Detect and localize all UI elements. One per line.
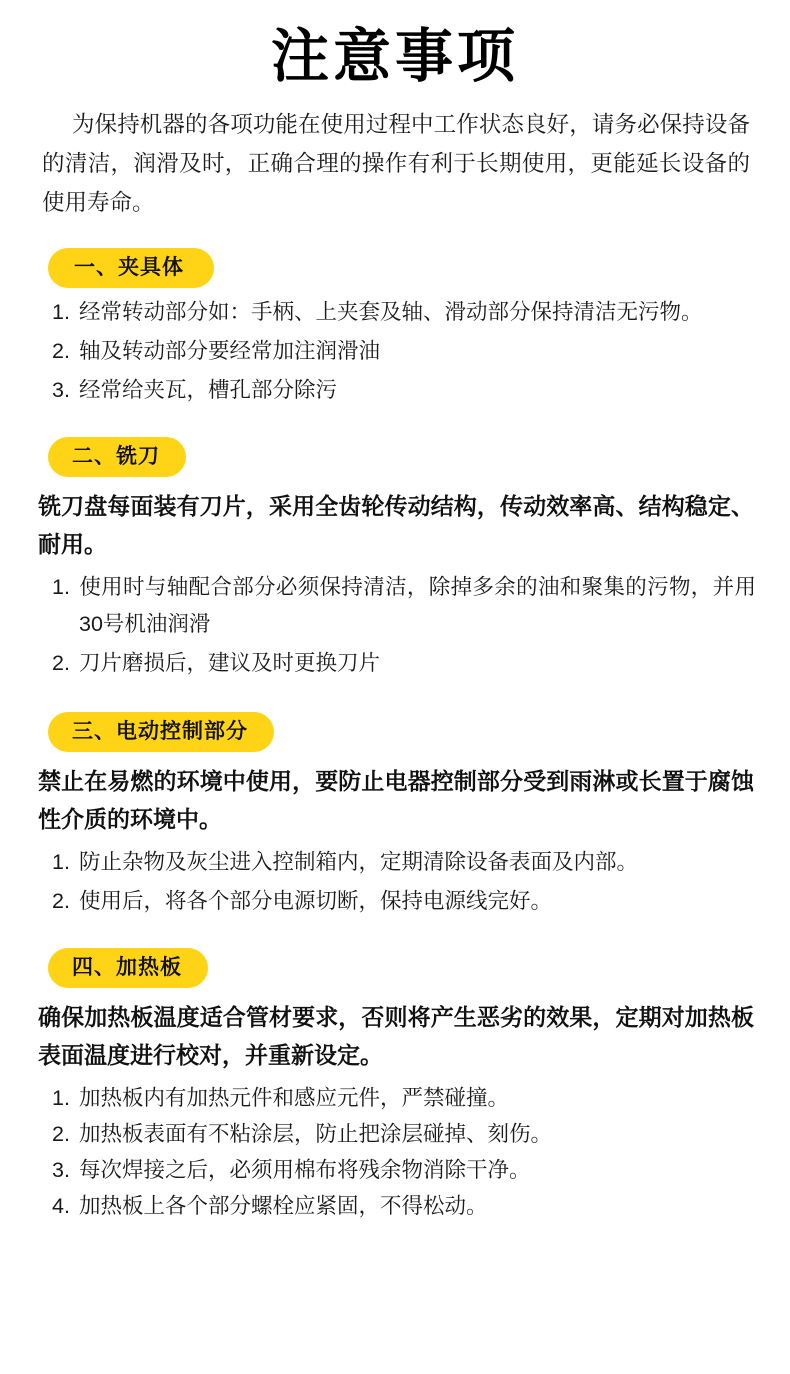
list-item-text: 防止杂物及灰尘进入控制箱内，定期清除设备表面及内部。 <box>79 849 639 874</box>
list-item-text: 轴及转动部分要经常加注润滑油 <box>79 338 381 363</box>
page-title: 注意事项 <box>270 24 519 89</box>
notice-page <box>0 24 790 1374</box>
section-1-list <box>30 294 760 409</box>
list-item <box>52 1188 756 1224</box>
section-4-lead: 确保加热板温度适合管材要求，否则将产生恶劣的效果，定期对加热板表面温度进行校对，并重新设定。 <box>38 1003 754 1068</box>
section-1-badge-row <box>48 248 760 288</box>
section-2-list <box>30 569 760 682</box>
list-item-number: 1. <box>52 574 70 599</box>
section-1-badge: 一、夹具体 <box>48 248 214 288</box>
list-item-text: 使用时与轴配合部分必须保持清洁，除掉多余的油和聚集的污物，并用30号机油润滑 <box>79 574 756 636</box>
list-item <box>52 1152 756 1188</box>
list-item-text: 加热板上各个部分螺栓应紧固，不得松动。 <box>79 1193 488 1218</box>
list-item-number: 2. <box>52 650 70 675</box>
section-2-lead: 铣刀盘每面装有刀片，采用全齿轮传动结构，传动效率高、结构稳定、耐用。 <box>38 492 754 557</box>
list-item-text: 加热板内有加热元件和感应元件，严禁碰撞。 <box>79 1085 510 1110</box>
section-4-list <box>30 1080 760 1224</box>
section-electric-control <box>30 712 760 920</box>
list-item-number: 2. <box>52 1121 70 1146</box>
list-item-number: 2. <box>52 338 70 363</box>
list-item-number: 2. <box>52 888 70 913</box>
list-item <box>52 844 756 881</box>
section-3-list <box>30 844 760 920</box>
list-item-number: 1. <box>52 299 70 324</box>
section-2-badge-row <box>48 437 760 477</box>
list-item <box>52 1080 756 1116</box>
section-milling-cutter <box>30 437 760 682</box>
section-2-badge: 二、铣刀 <box>48 437 186 477</box>
list-item-number: 4. <box>52 1193 70 1218</box>
section-3-badge: 三、电动控制部分 <box>48 712 274 752</box>
list-item-text: 使用后，将各个部分电源切断，保持电源线完好。 <box>79 888 553 913</box>
list-item-text: 刀片磨损后，建议及时更换刀片 <box>79 650 381 675</box>
list-item-text: 经常转动部分如：手柄、上夹套及轴、滑动部分保持清洁无污物。 <box>79 299 703 324</box>
list-item <box>52 569 756 643</box>
list-item-number: 3. <box>52 1157 70 1182</box>
list-item <box>52 645 756 682</box>
list-item-text: 加热板表面有不粘涂层，防止把涂层碰掉、刻伤。 <box>79 1121 553 1146</box>
list-item <box>52 1116 756 1152</box>
list-item-text: 经常给夹瓦，槽孔部分除污 <box>79 377 338 402</box>
section-clamp-body <box>30 248 760 409</box>
section-3-badge-row <box>48 712 760 752</box>
list-item <box>52 333 756 370</box>
list-item <box>52 883 756 920</box>
list-item-text: 每次焊接之后，必须用棉布将残余物消除干净。 <box>79 1157 531 1182</box>
list-item-number: 3. <box>52 377 70 402</box>
list-item-number: 1. <box>52 849 70 874</box>
list-item <box>52 294 756 331</box>
intro-paragraph: 为保持机器的各项功能在使用过程中工作状态良好，请务必保持设备的清洁，润滑及时，正确合理的操作有利于长期使用，更能延长设备的使用寿命。 <box>42 111 750 215</box>
section-3-lead: 禁止在易燃的环境中使用，要防止电器控制部分受到雨淋或长置于腐蚀性介质的环境中。 <box>38 767 754 832</box>
list-item-number: 1. <box>52 1085 70 1110</box>
section-4-badge-row <box>48 948 760 988</box>
list-item <box>52 372 756 409</box>
section-heating-plate <box>30 948 760 1224</box>
section-4-badge: 四、加热板 <box>48 948 208 988</box>
